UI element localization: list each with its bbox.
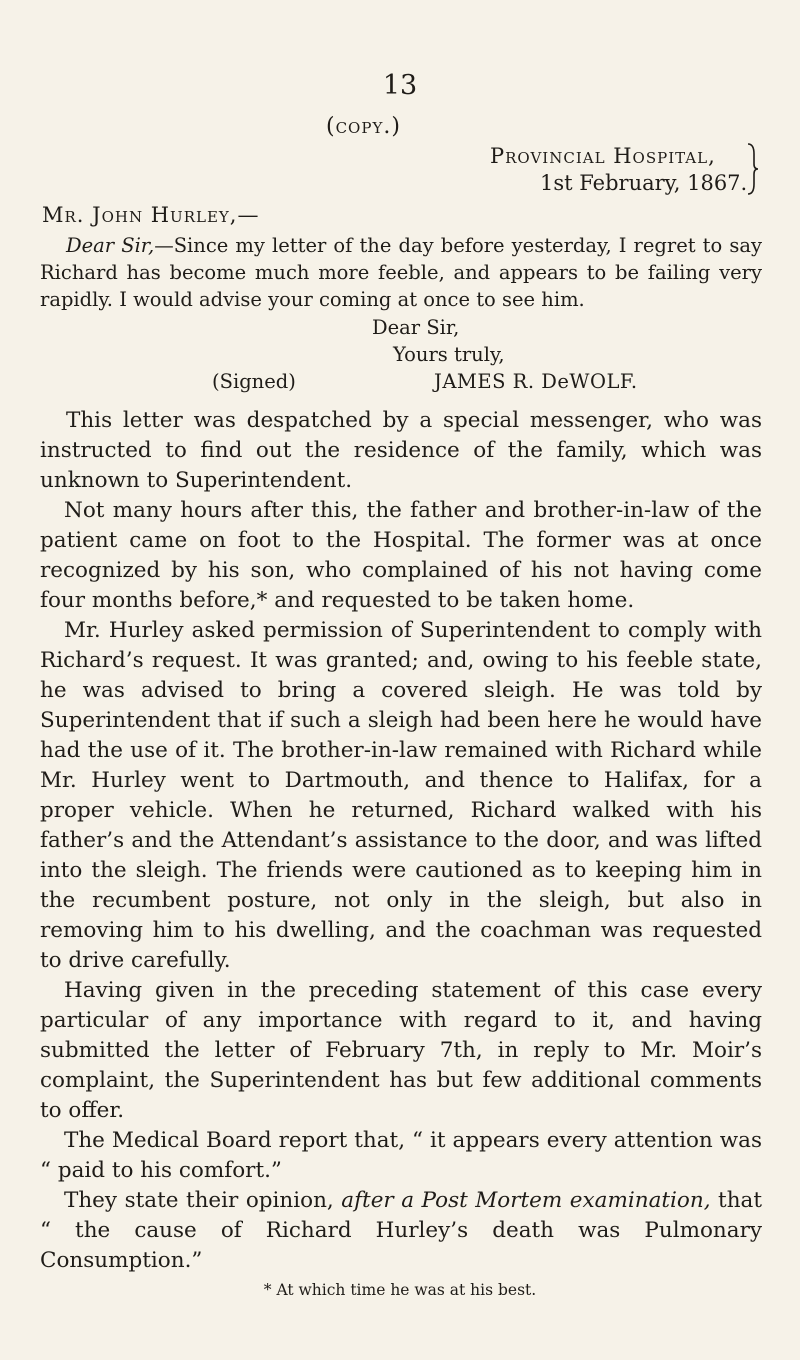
letter-text: —Since my letter of the day before yesterday, I regret to say Richard has become much more feeble, and appears to be failing very rapidly. I would advise your coming at once to see him. — [40, 234, 762, 311]
closing-yours-truly: Yours truly, — [393, 343, 505, 366]
copy-label: (copy.) — [326, 114, 401, 139]
narrative — [40, 406, 762, 1276]
closing-dear-sir: Dear Sir, — [372, 316, 460, 339]
letter-body — [40, 232, 762, 313]
date-line: 1st February, 1867. — [540, 171, 748, 195]
signed-label: (Signed) — [212, 370, 296, 393]
paragraph: Mr. Hurley asked permission of Superintendent to comply with Richard’s request. It was granted; and, owing to his feeble state, he was advised to bring a covered sleigh. He was told by Superintendent that if such a sleigh had been here he would have had the use of it. The brother-in-law remained with Richard while Mr. Hurley went to Dartmouth, and thence to Halifax, for a proper vehicle. When he returned, Richard walked with his father’s and the Attendant’s assistance to the door, and was lifted into the sleigh. The friends were cautioned as to keeping him in the recumbent posture, not only in the sleigh, but also in removing him to his dwelling, and the coachman was requested to drive carefully. — [40, 618, 762, 973]
paragraph-final: They state their opinion, after a Post Mortem examination, that “ the cause of Richard Hurley’s death was Pulmonary Consumption.” — [40, 1188, 762, 1273]
brace-icon — [744, 142, 760, 196]
hospital-line: Provincial Hospital, — [490, 144, 716, 168]
addressee: Mr. John Hurley,— — [42, 203, 260, 227]
paragraph: Having given in the preceding statement of this case every particular of any importance with regard to it, and having submitted the letter of February 7th, in reply to Mr. Moir’s complaint, the Superintendent has but few additional comments to offer. — [40, 978, 762, 1123]
footnote: * At which time he was at his best. — [263, 1281, 537, 1299]
salutation: Dear Sir, — [66, 234, 155, 257]
paragraph: This letter was despatched by a special messenger, who was instructed to find out the residence of the family, which was unknown to Superintendent. — [40, 408, 762, 493]
paragraph: Not many hours after this, the father and brother-in-law of the patient came on foot to the Hospital. The former was at once recognized by his son, who complained of his not having come four months before,* and requested to be taken home. — [40, 498, 762, 613]
page-number: 13 — [382, 70, 418, 101]
paragraph: The Medical Board report that, “ it appears every attention was “ paid to his comfort.” — [40, 1128, 762, 1183]
signature: JAMES R. DeWOLF. — [434, 370, 638, 393]
